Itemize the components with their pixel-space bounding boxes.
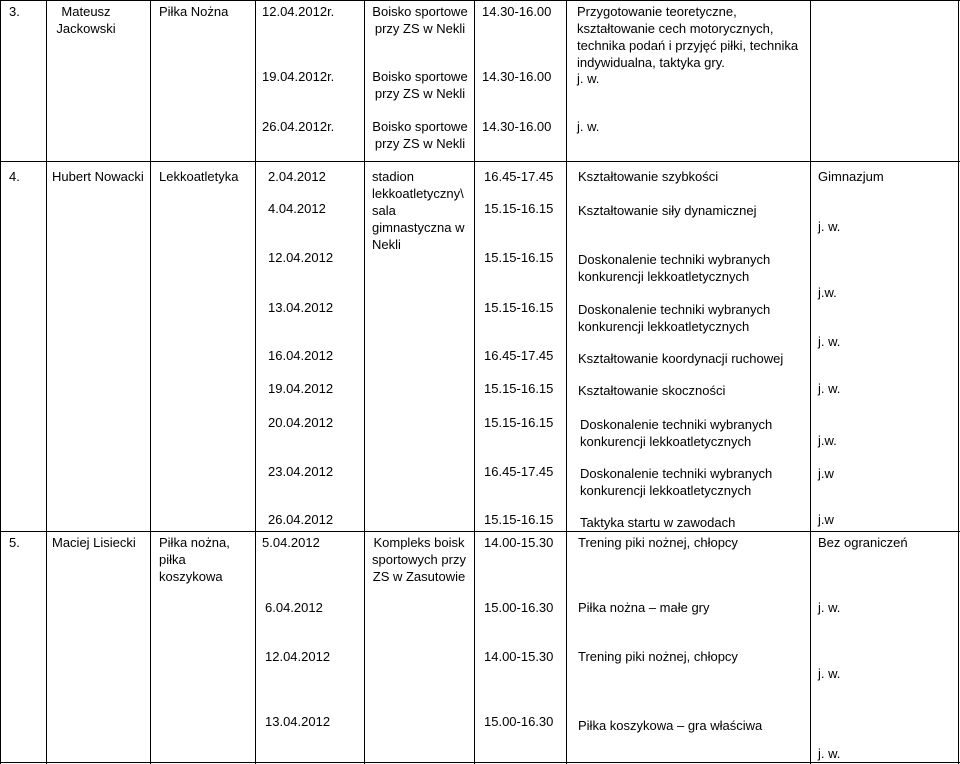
date: 26.04.2012 (268, 512, 334, 527)
group: j.w. (818, 433, 837, 448)
hours: 14.30-16.00 (482, 119, 552, 134)
topic: Piłka nożna – małe gry (578, 600, 710, 615)
topic: Kształtowanie szybkości (578, 169, 719, 184)
hours: 15.15-16.15 (484, 300, 554, 315)
date: 5.04.2012 (262, 535, 320, 550)
place: Boisko sportowe przy ZS w Nekli (372, 4, 468, 36)
group: Bez ograniczeń (818, 535, 908, 550)
grid-line (0, 0, 1, 764)
group: j.w (818, 466, 834, 481)
topic: Trening piki nożnej, chłopcy (578, 649, 738, 664)
row-number: 4. (9, 169, 20, 184)
place: stadion lekkoatletyczny\ sala gimnastyczna w Nekli (372, 169, 465, 252)
group: j. w. (818, 666, 841, 681)
topic: Kształtowanie koordynacji ruchowej (578, 351, 784, 366)
place: Kompleks boisk sportowych przy ZS w Zasutowie (372, 535, 466, 584)
topic: Doskonalenie techniki wybranych konkurencji lekkoatletycznych (580, 417, 773, 449)
grid-line (474, 0, 475, 764)
topic: Trening piki nożnej, chłopcy (578, 535, 738, 550)
grid-line (566, 0, 567, 764)
grid-line (0, 531, 960, 532)
date: 2.04.2012 (268, 169, 326, 184)
row-number: 5. (9, 535, 20, 550)
date: 13.04.2012 (265, 714, 331, 729)
group: j.w (818, 512, 834, 527)
date: 6.04.2012 (265, 600, 323, 615)
hours: 16.45-17.45 (484, 464, 554, 479)
date: 16.04.2012 (268, 348, 334, 363)
group: j. w. (818, 746, 841, 761)
group: j.w. (818, 285, 837, 300)
grid-line (958, 0, 959, 764)
hours: 14.30-16.00 (482, 69, 552, 84)
trainer-name: Mateusz Jackowski (56, 4, 116, 36)
hours: 15.00-16.30 (484, 714, 554, 729)
topic: j. w. (577, 119, 600, 134)
topic: Kształtowanie siły dynamicznej (578, 203, 757, 218)
trainer-name: Maciej Lisiecki (52, 535, 136, 550)
discipline: Piłka nożna, piłka koszykowa (159, 535, 230, 584)
topic: Taktyka startu w zawodach (580, 515, 736, 530)
date: 12.04.2012 (268, 250, 334, 265)
hours: 15.15-16.15 (484, 201, 554, 216)
discipline: Piłka Nożna (159, 4, 229, 19)
group: j. w. (818, 600, 841, 615)
date: 19.04.2012 (268, 381, 334, 396)
topic: Doskonalenie techniki wybranych konkurencji lekkoatletycznych (578, 252, 771, 284)
hours: 14.00-15.30 (484, 535, 554, 550)
hours: 16.45-17.45 (484, 348, 554, 363)
group: j. w. (818, 334, 841, 349)
grid-line (46, 0, 47, 764)
hours: 15.15-16.15 (484, 381, 554, 396)
topic: Doskonalenie techniki wybranych konkurencji lekkoatletycznych (578, 302, 771, 334)
hours: 15.15-16.15 (484, 250, 554, 265)
group: j. w. (818, 219, 841, 234)
grid-line (810, 0, 811, 764)
grid-line (0, 762, 960, 763)
topic: Doskonalenie techniki wybranych konkurencji lekkoatletycznych (580, 466, 773, 498)
date: 13.04.2012 (268, 300, 334, 315)
grid-line (150, 0, 151, 764)
discipline: Lekkoatletyka (159, 169, 239, 184)
topic: Przygotowanie teoretyczne, kształtowanie cech motorycznych, technika podań i przyjęć piłki, technika indywidualna, taktyka gry. (577, 4, 799, 70)
group: j. w. (818, 381, 841, 396)
date: 19.04.2012r. (262, 69, 335, 84)
hours: 14.30-16.00 (482, 4, 552, 19)
trainer-name: Hubert Nowacki (52, 169, 144, 184)
hours: 15.15-16.15 (484, 415, 554, 430)
grid-line (0, 0, 960, 1)
date: 20.04.2012 (268, 415, 334, 430)
group: Gimnazjum (818, 169, 884, 184)
place: Boisko sportowe przy ZS w Nekli (372, 69, 468, 101)
grid-line (364, 0, 365, 764)
place: Boisko sportowe przy ZS w Nekli (372, 119, 468, 151)
row-number: 3. (9, 4, 20, 19)
date: 12.04.2012r. (262, 4, 335, 19)
topic: Piłka koszykowa – gra właściwa (578, 718, 763, 733)
date: 23.04.2012 (268, 464, 334, 479)
hours: 15.00-16.30 (484, 600, 554, 615)
hours: 14.00-15.30 (484, 649, 554, 664)
date: 26.04.2012r. (262, 119, 335, 134)
topic: j. w. (577, 71, 600, 86)
grid-line (0, 161, 960, 162)
date: 12.04.2012 (265, 649, 331, 664)
grid-line (255, 0, 256, 764)
date: 4.04.2012 (268, 201, 326, 216)
hours: 16.45-17.45 (484, 169, 554, 184)
hours: 15.15-16.15 (484, 512, 554, 527)
topic: Kształtowanie skoczności (578, 383, 726, 398)
